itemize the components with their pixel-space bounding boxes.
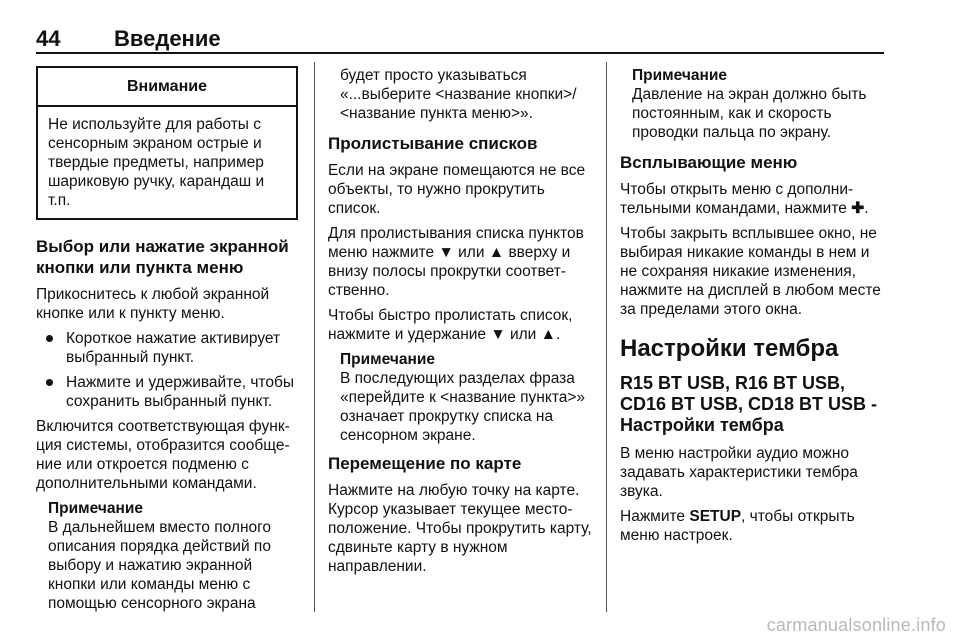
- tone-paragraph-2: Нажмите SETUP, чтобы открыть меню настроек.: [620, 508, 855, 544]
- map-paragraph: Нажмите на любую точку на карте. Курсор указывает текущее местоположение. Чтобы прокрутить карту, сдвиньте карту в нужном направлении.: [328, 482, 592, 575]
- right-column: [620, 66, 886, 551]
- left-column: [36, 66, 298, 621]
- note-text: Давление на экран должно быть постоянным, как и скорость проводки пальца по экрану.: [632, 86, 867, 141]
- plus-icon: ✚: [851, 200, 865, 217]
- column-divider-2: [606, 62, 607, 612]
- watermark: carmanualsonline.info: [766, 615, 946, 635]
- tone-paragraph-1: В меню настройки аудио можно задавать характеристики тембра звука.: [620, 445, 858, 500]
- models-title: R15 BT USB, R16 BT USB, CD16 BT USB, CD18 BT USB - Настройки тембра: [620, 373, 878, 435]
- section-title-select: Выбор или нажатие экранной кнопки или пункта меню: [36, 237, 289, 277]
- popup-paragraph-2: Чтобы закрыть всплывшее окно, не выбирая никакие команды в нем и не сохраняя никакие изменения, нажмите на дисплей в любом месте за пределами этого окна.: [620, 225, 881, 318]
- setup-button-label: SETUP: [689, 508, 742, 525]
- note-text: В последующих разделах фраза «перейдите к <название пункта>» означает прокрутку списка на сенсорном экране.: [340, 370, 586, 444]
- warning-title: Внимание: [38, 68, 296, 107]
- header-rule: [36, 52, 884, 54]
- list-item: Короткое нажатие активирует выбранный пункт.: [36, 329, 298, 367]
- select-bullet-list: [36, 329, 298, 411]
- section-title-popup: Всплывающие меню: [620, 153, 798, 172]
- middle-column: [328, 66, 594, 582]
- bullet-icon: [46, 379, 53, 386]
- section-title-tone: Настройки тембра: [620, 335, 839, 362]
- select-intro: Прикоснитесь к любой экранной кнопке или к пункту меню.: [36, 286, 270, 322]
- list-item: Нажмите и удерживайте, чтобы сохранить выбранный пункт.: [36, 373, 298, 411]
- scroll-paragraph-3: Чтобы быстро пролистать список, нажмите и удержание ▼ или ▲.: [328, 307, 573, 343]
- scroll-paragraph-1: Если на экране помещаются не все объекты, то нужно прокрутить список.: [328, 162, 586, 217]
- note-block: [48, 499, 298, 613]
- bullet-icon: [46, 335, 53, 342]
- note-block: [340, 350, 594, 445]
- popup-paragraph-1: Чтобы открыть меню с дополнительными командами, нажмите ✚.: [620, 181, 869, 217]
- section-title-map: Перемещение по карте: [328, 454, 522, 473]
- note-block: [632, 66, 886, 142]
- warning-text: Не используйте для работы с сенсорным экраном острые и твердые предметы, например шариковую ручку, карандаш и т.п.: [48, 116, 265, 209]
- note-title: Примечание: [632, 67, 727, 84]
- scroll-paragraph-2: Для пролистывания списка пунктов меню нажмите ▼ или ▲ вверху и внизу полосы прокрутки соответственно.: [328, 225, 584, 299]
- note-title: Примечание: [340, 351, 435, 368]
- note-continuation: будет просто указываться «...выберите <название кнопки>/ <название пункта меню>».: [340, 67, 577, 122]
- page-number: 44: [36, 26, 61, 51]
- page-title: Введение: [114, 26, 221, 51]
- section-title-scroll: Пролистывание списков: [328, 134, 538, 153]
- warning-box: [36, 66, 298, 220]
- column-divider-1: [314, 62, 315, 612]
- note-title: Примечание: [48, 500, 143, 517]
- select-paragraph: Включится соответствующая функция системы, отобразится сообщение или откроется подменю с дополнительными командами.: [36, 418, 290, 492]
- note-text: В дальнейшем вместо полного описания порядка действий по выбору и нажатию экранной кнопки или команды меню с помощью сенсорного экрана: [48, 519, 272, 612]
